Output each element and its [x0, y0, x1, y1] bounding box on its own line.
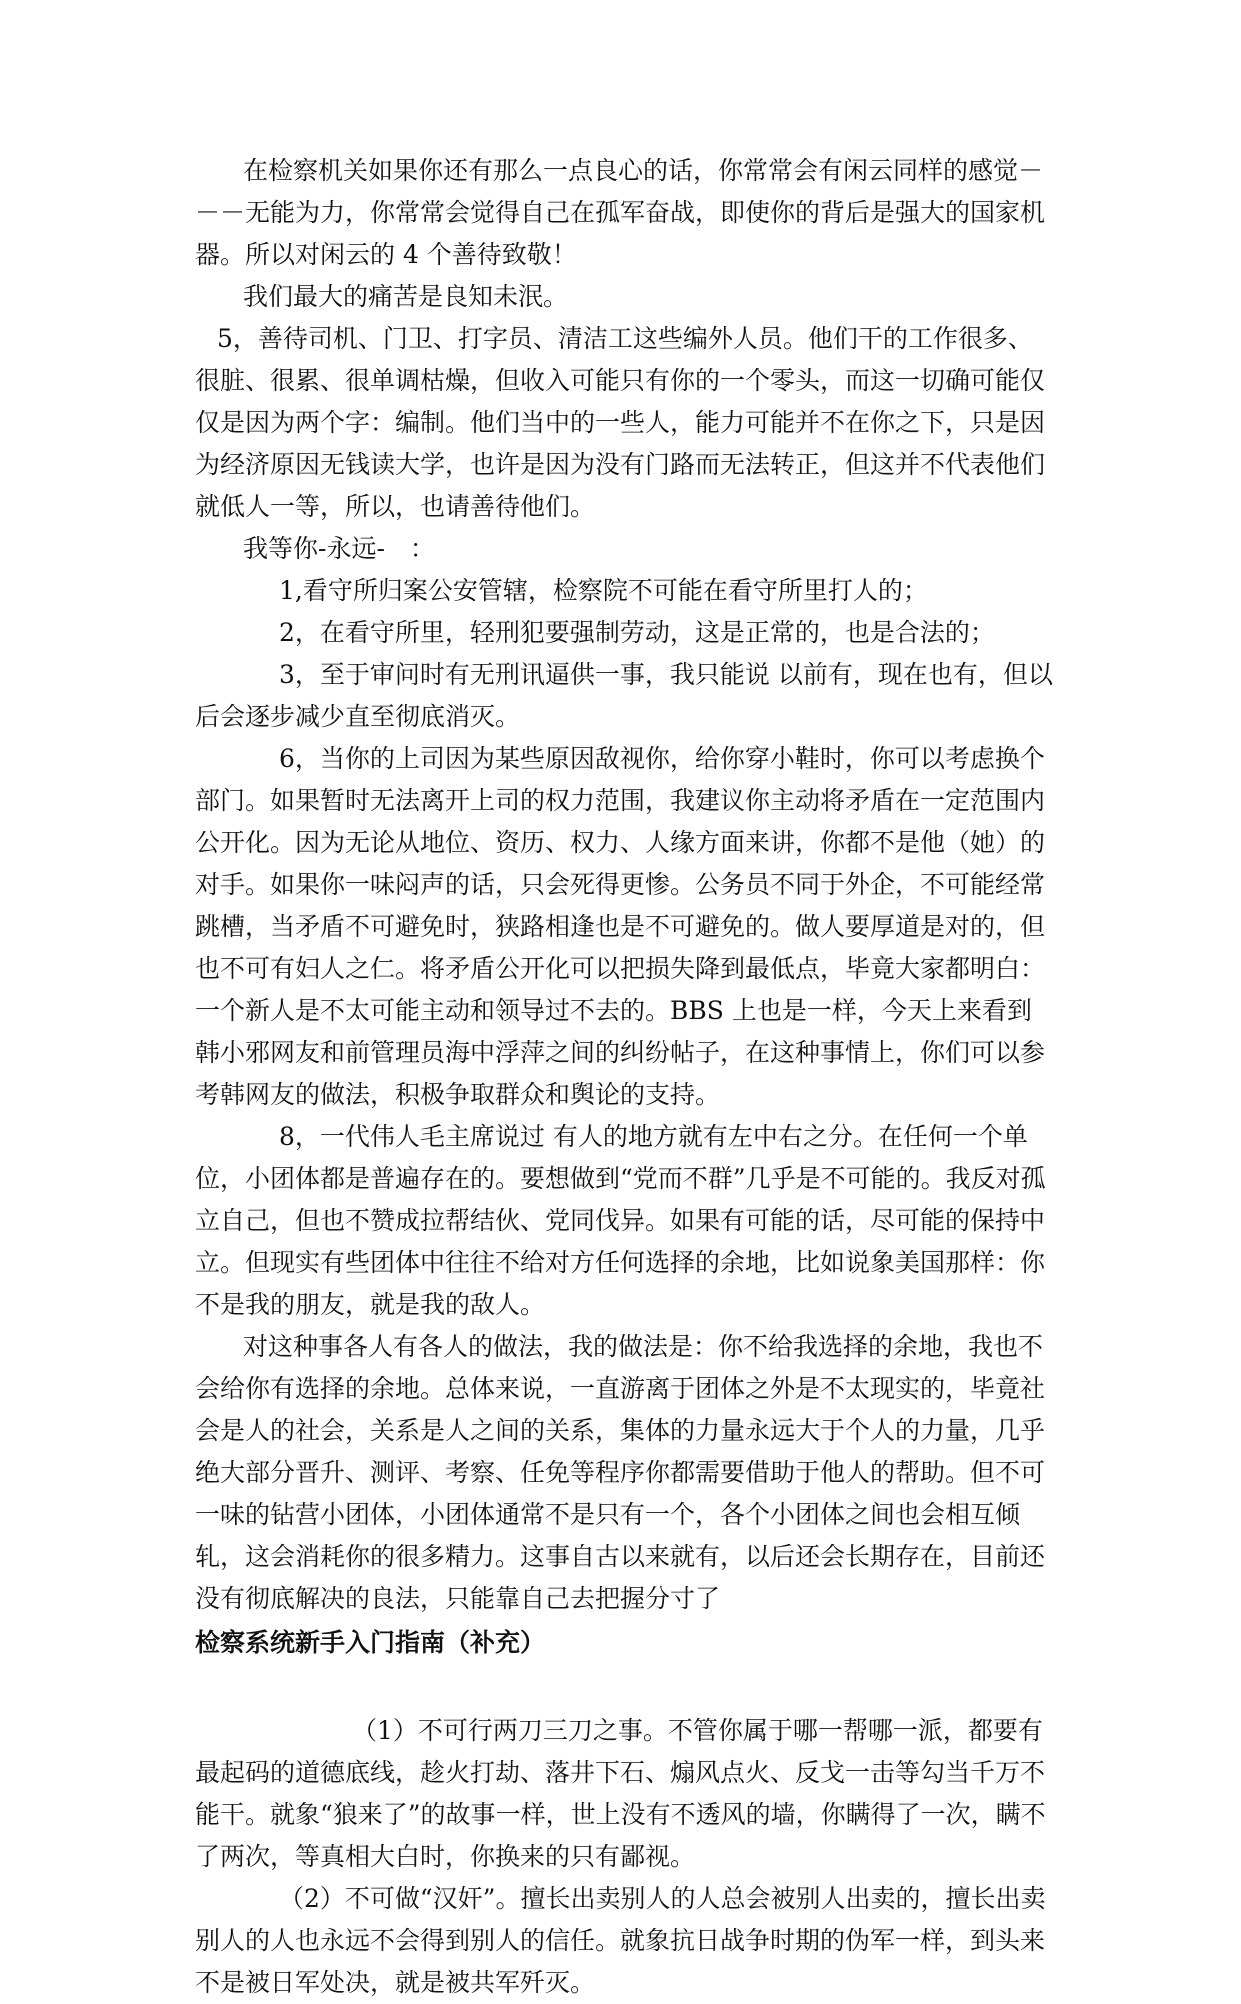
paragraph-conscience: 我们最大的痛苦是良知未泯。 [243, 282, 569, 311]
paragraph-item-5: 5，善待司机、门卫、打字员、清洁工这些编外人员。他们干的工作很多、很脏、很累、很单调枯燥，但收入可能只有你的一个零头，而这一切确可能仅仅是因为两个字：编制。他们当中的一些人，能力可能并不在你之下，只是因为经济原因无钱读大学，也许是因为没有门路而无法转正，但这并不代表他们就低人一等，所以，也请善待他们。 [195, 324, 1046, 521]
paragraph-rule-2: （2）不可做“汉奸”。擅长出卖别人的人总会被别人出卖的，擅长出卖别人的人也永远不会得到别人的信任。就象抗日战争时期的伪军一样，到头来不是被日军处决，就是被共军歼灭。 [195, 1884, 1046, 1997]
document-body [195, 150, 1053, 2004]
paragraph-intro: 在检察机关如果你还有那么一点良心的话，你常常会有闲云同样的感觉－－－无能为力，你常常会觉得自己在孤军奋战，即使你的背后是强大的国家机器。所以对闲云的 4 个善待致敬！ [195, 156, 1046, 269]
paragraph-rule-1: （1）不可行两刀三刀之事。不管你属于哪一帮哪一派，都要有最起码的道德底线，趁火打劫、落井下石、煽风点火、反戈一击等勾当千万不能干。就象“狼来了”的故事一样，世上没有不透风的墙，你瞒得了一次，瞒不了两次，等真相大白时，你换来的只有鄙视。 [195, 1716, 1046, 1871]
paragraph-item-8: 8，一代伟人毛主席说过 有人的地方就有左中右之分。在任何一个单位，小团体都是普遍存在的。要想做到“党而不群”几乎是不可能的。我反对孤立自己，但也不赞成拉帮结伙、党同伐异。如果有可能的话，尽可能的保持中立。但现实有些团体中往往不给对方任何选择的余地，比如说象美国那样：你不是我的朋友，就是我的敌人。 [195, 1122, 1046, 1319]
paragraph-reply-to: 我等你-永远- ： [243, 534, 435, 563]
paragraph-approach: 对这种事各人有各人的做法，我的做法是：你不给我选择的余地，我也不会给你有选择的余地。总体来说，一直游离于团体之外是不太现实的，毕竟社会是人的社会，关系是人之间的关系，集体的力量永远大于个人的力量，几乎绝大部分晋升、测评、考察、任免等程序你都需要借助于他人的帮助。但不可一味的钻营小团体，小团体通常不是只有一个，各个小团体之间也会相互倾轧，这会消耗你的很多精力。这事自古以来就有，以后还会长期存在，目前还没有彻底解决的良法，只能靠自己去把握分寸了 [195, 1332, 1046, 1613]
blank-line [195, 1664, 1053, 1710]
section-heading: 检察系统新手入门指南（补充） [195, 1628, 546, 1657]
paragraph-reply-1: 1,看守所归案公安管辖，检察院不可能在看守所里打人的； [279, 576, 928, 605]
paragraph-reply-2: 2，在看守所里，轻刑犯要强制劳动，这是正常的，也是合法的； [279, 618, 995, 647]
paragraph-reply-3: 3，至于审问时有无刑讯逼供一事，我只能说 以前有，现在也有，但以后会逐步减少直至彻底消灭。 [195, 660, 1053, 731]
paragraph-item-6: 6，当你的上司因为某些原因敌视你，给你穿小鞋时，你可以考虑换个部门。如果暂时无法离开上司的权力范围，我建议你主动将矛盾在一定范围内公开化。因为无论从地位、资历、权力、人缘方面来讲，你都不是他（她）的对手。如果你一味闷声的话，只会死得更惨。公务员不同于外企，不可能经常跳槽，当矛盾不可避免时，狭路相逢也是不可避免的。做人要厚道是对的，但也不可有妇人之仁。将矛盾公开化可以把损失降到最低点，毕竟大家都明白：一个新人是不太可能主动和领导过不去的。BBS 上也是一样，今天上来看到韩小邪网友和前管理员海中浮萍之间的纠纷帖子，在这种事情上，你们可以参考韩网友的做法，积极争取群众和舆论的支持。 [195, 744, 1046, 1109]
